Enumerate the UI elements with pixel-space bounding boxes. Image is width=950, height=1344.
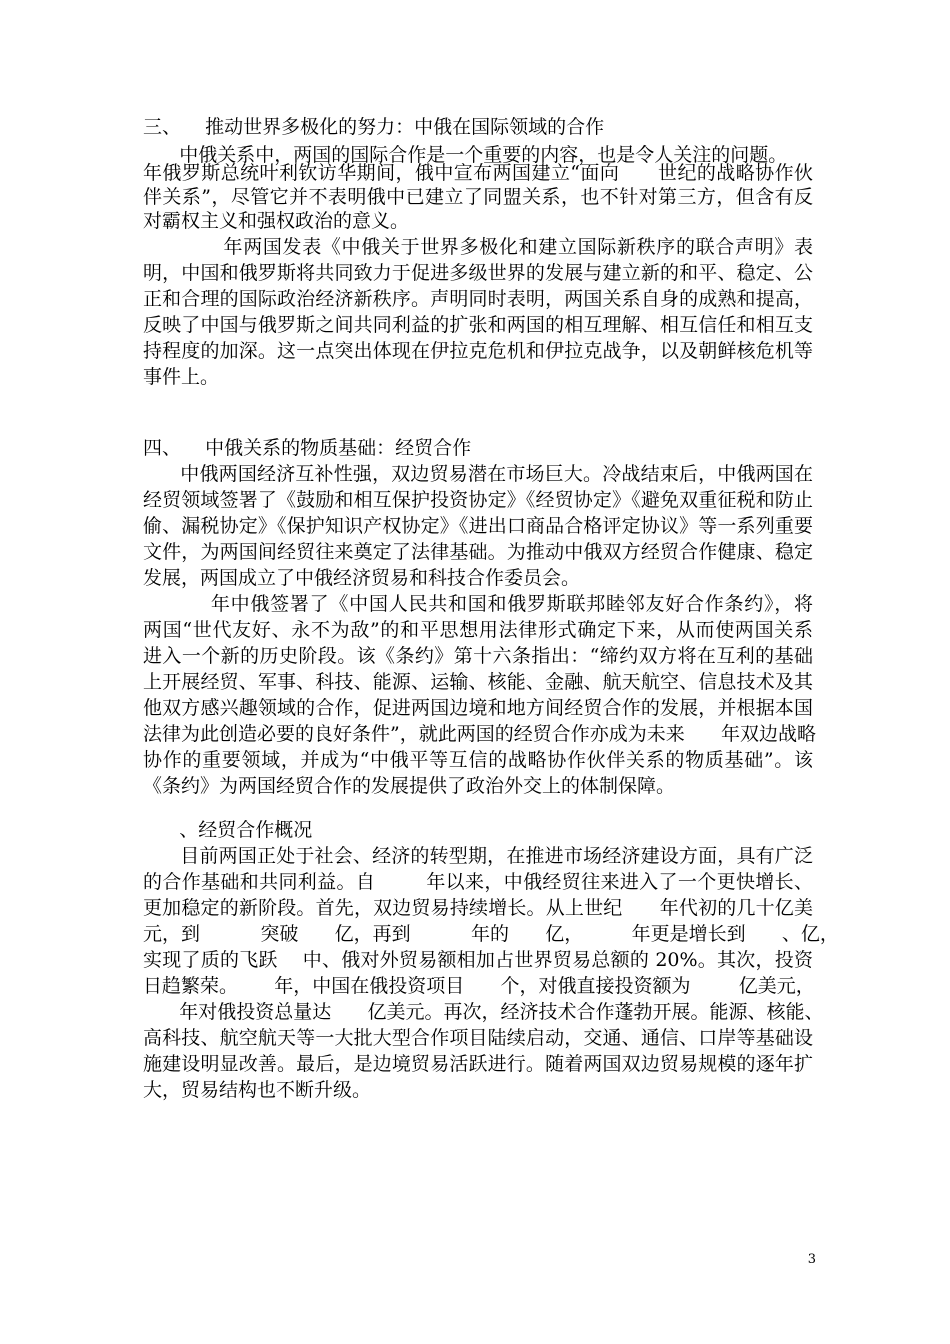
paragraph-line: 年对俄投资总量达 亿美元。再次，经济技术合作蓬勃开展。能源、核能、 <box>143 1001 824 1023</box>
paragraph-line: 目前两国正处于社会、经济的转型期，在推进市场经济建设方面，具有广泛 <box>143 845 813 867</box>
section-heading-four: 四、 中俄关系的物质基础：经贸合作 <box>143 437 472 459</box>
paragraph-line: 年中俄签署了《中国人民共和国和俄罗斯联邦睦邻友好合作条约》，将 <box>143 593 813 615</box>
paragraph-line: 发展，两国成立了中俄经济贸易和科技合作委员会。 <box>143 567 581 589</box>
paragraph-line: 文件，为两国间经贸往来奠定了法律基础。为推动中俄双方经贸合作健康、稳定 <box>143 541 813 563</box>
paragraph-line: 上开展经贸、军事、科技、能源、运输、核能、金融、航天航空、信息技术及其 <box>143 671 813 693</box>
paragraph-line: 中俄关系中，两国的国际合作是一个重要的内容，也是令人关注的问题。 <box>143 144 788 166</box>
page-number: 3 <box>807 1252 816 1267</box>
paragraph-line: 持程度的加深。这一点突出体现在伊拉克危机和伊拉克战争，以及朝鲜核危机等 <box>143 340 813 362</box>
paragraph-line: 他双方感兴趣领域的合作，促进两国边境和地方间经贸合作的发展，并根据本国 <box>143 697 813 719</box>
paragraph-line: 明，中国和俄罗斯将共同致力于促进多级世界的发展与建立新的和平、稳定、公 <box>143 262 813 284</box>
paragraph-line: 日趋繁荣。 年，中国在俄投资项目 个，对俄直接投资额为 亿美元， <box>143 975 815 997</box>
paragraph-line: 伴关系”，尽管它并不表明俄中已建立了同盟关系，也不针对第三方，但含有反 <box>143 186 813 208</box>
paragraph-line: 反映了中国与俄罗斯之间共同利益的扩张和两国的相互理解、相互信任和相互支 <box>143 314 813 336</box>
paragraph-line: 更加稳定的新阶段。首先，双边贸易持续增长。从上世纪 年代初的几十亿美 <box>143 897 813 919</box>
paragraph-line: 进入一个新的历史阶段。该《条约》第十六条指出：“缔约双方将在互利的基础 <box>143 645 813 667</box>
paragraph-line: 施建设明显改善。最后，是边境贸易活跃进行。随着两国双边贸易规模的逐年扩 <box>143 1053 813 1075</box>
paragraph-line: 协作的重要领域，并成为“中俄平等互信的战略协作伙伴关系的物质基础”。该 <box>143 749 813 771</box>
paragraph-line: 大，贸易结构也不断升级。 <box>143 1079 372 1101</box>
paragraph-line: 两国“世代友好、永不为敌”的和平思想用法律形式确定下来，从而使两国关系 <box>143 619 813 641</box>
paragraph-line: 中俄两国经济互补性强，双边贸易潜在市场巨大。冷战结束后，中俄两国在 <box>143 463 813 485</box>
paragraph-line: 年俄罗斯总统叶利钦访华期间，俄中宣布两国建立“面向 世纪的战略协作伙 <box>143 162 813 184</box>
paragraph-line: 元，到 突破 亿，再到 年的 亿， 年更是增长到 、亿， <box>143 923 839 945</box>
paragraph-line: 事件上。 <box>143 366 220 388</box>
subsection-heading: 、经贸合作概况 <box>143 819 313 841</box>
paragraph-line: 偷、漏税协定》《保护知识产权协定》《进出口商品合格评定协议》等一系列重要 <box>143 515 813 537</box>
paragraph-line: 法律为此创造必要的良好条件”，就此两国的经贸合作亦成为未来 年双边战略 <box>143 723 816 745</box>
paragraph-line: 高科技、航空航天等一大批大型合作项目陆续启动，交通、通信、口岸等基础设 <box>143 1027 813 1049</box>
paragraph-line: 经贸领域签署了《鼓励和相互保护投资协定》《经贸协定》《避免双重征税和防止 <box>143 489 813 511</box>
paragraph-line: 正和合理的国际政治经济新秩序。声明同时表明，两国关系自身的成熟和提高， <box>143 288 813 310</box>
paragraph-line: 对霸权主义和强权政治的意义。 <box>143 210 410 232</box>
paragraph-line: 《条约》为两国经贸合作的发展提供了政治外交上的体制保障。 <box>143 775 676 797</box>
paragraph-line: 的合作基础和共同利益。自 年以来，中俄经贸往来进入了一个更快增长、 <box>143 871 813 893</box>
paragraph-line: 年两国发表《中俄关于世界多极化和建立国际新秩序的联合声明》表 <box>143 236 813 258</box>
section-heading-three: 三、 推动世界多极化的努力：中俄在国际领域的合作 <box>143 116 605 138</box>
paragraph-line: 实现了质的飞跃 中、俄对外贸易额相加占世界贸易总额的 20%。其次，投资 <box>143 949 813 971</box>
